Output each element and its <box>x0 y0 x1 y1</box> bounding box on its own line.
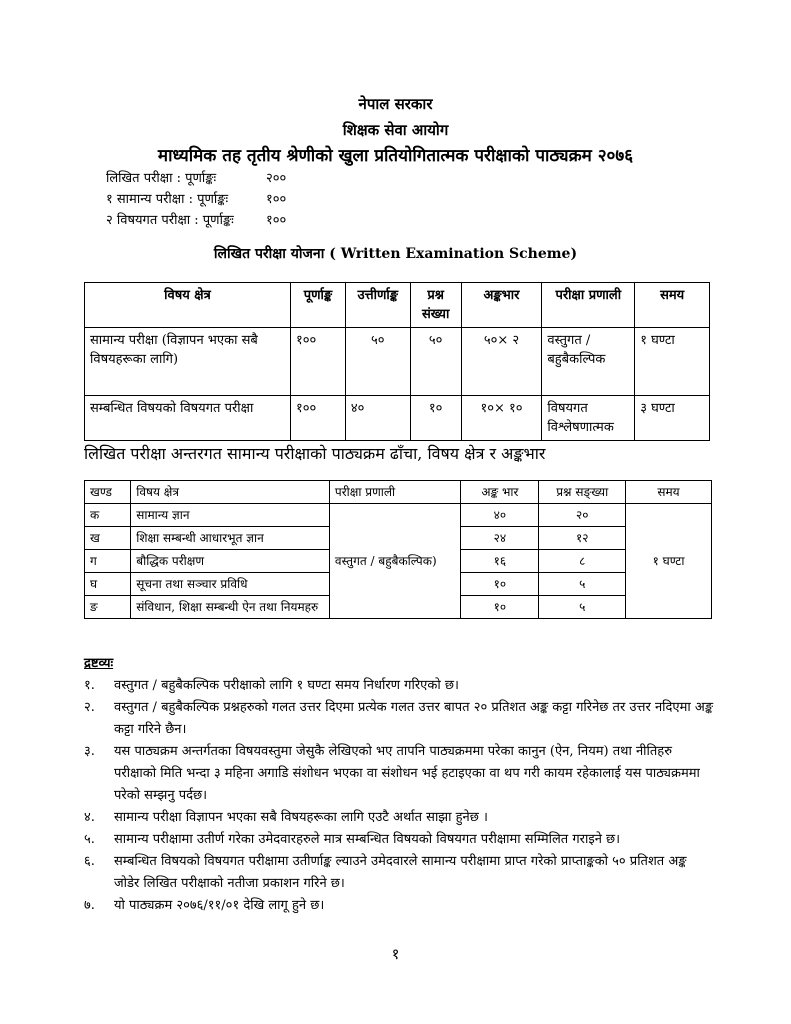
time-cell: १ घण्टा <box>626 504 712 619</box>
header-commission: शिक्षक सेवा आयोग <box>342 121 449 139</box>
list-item: १. वस्तुगत / बहुबैकल्पिक परीक्षाको लागि १ घण्टा समय निर्धारण गरिएको छ। <box>84 678 459 693</box>
col-header: प्रश्न सङ्ख्या <box>539 481 626 504</box>
col-header: खण्ड <box>85 481 131 504</box>
exam-scheme-table <box>84 282 710 441</box>
col-header: पूर्णाङ्क <box>290 283 345 328</box>
header-government: नेपाल सरकार <box>358 95 433 113</box>
scheme-title: लिखित परीक्षा योजना ( Written Examination Scheme) <box>213 246 578 262</box>
col-header: समय <box>635 283 710 328</box>
table-header-row <box>85 481 712 504</box>
marks-summary <box>106 168 286 231</box>
list-item: ४. सामान्य परीक्षा विज्ञापन भएका सबै विषयहरूका लागि एउटै अर्थात साझा हुनेछ । <box>84 810 488 825</box>
table-row: क सामान्य ज्ञान वस्तुगत / बहुबैकल्पिक) ४० २० १ घण्टा <box>85 504 712 527</box>
list-item: ३. यस पाठ्यक्रम अन्तर्गतका विषयवस्तुमा जेसुकै लेखिएको भए तापनि पाठ्यक्रममा परेका कानुन (ऐन, नियम) तथा नीतिहरु परीक्षाको मिति भन्दा ३ महिना अगाडि संशोधन भएका वा संशोधन भई हटाइएका वा थप गरी कायम रहेकालाई यस पाठ्यक्रममा परेको सम्झनु पर्दछ। <box>84 744 700 803</box>
list-item: ७. यो पाठ्यक्रम २०७६/११/०१ देखि लागू हुने छ। <box>84 898 325 913</box>
page-number: १ <box>391 945 400 963</box>
col-header: उत्तीर्णाङ्क <box>345 283 410 328</box>
col-header: अङ्कभार <box>461 283 542 328</box>
table-row: सम्बन्धित विषयको विषयगत परीक्षा १०० ४० १० १०× १० विषयगत विश्लेषणात्मक ३ घण्टा <box>85 396 710 441</box>
marks-row: लिखित परीक्षा : पूर्णाङ्कः २०० <box>106 171 287 186</box>
page-title: माध्यमिक तह तृतीय श्रेणीको खुला प्रतियोगितात्मक परीक्षाको पाठ्यक्रम २०७६ <box>157 146 634 166</box>
col-header: अङ्क भार <box>461 481 539 504</box>
table-row: ङ संविधान, शिक्षा सम्बन्धी ऐन तथा नियमहरु १० ५ <box>85 596 712 619</box>
col-header: विषय क्षेत्र <box>85 283 291 328</box>
list-item: ५. सामान्य परीक्षामा उतीर्ण गरेका उमेदवारहरुले मात्र सम्बन्धित विषयको विषयगत परीक्षामा सम्मिलित गराइने छ। <box>84 832 621 847</box>
notes-section <box>84 653 714 917</box>
marks-row: १ सामान्य परीक्षा : पूर्णाङ्कः १०० <box>106 192 287 207</box>
exam-system-cell: वस्तुगत / बहुबैकल्पिक) <box>329 504 460 619</box>
col-header: प्रश्न संख्या <box>410 283 461 328</box>
col-header: समय <box>626 481 712 504</box>
col-header: परीक्षा प्रणाली <box>329 481 460 504</box>
marks-row: २ विषयगत परीक्षा : पूर्णाङ्कः १०० <box>106 213 287 228</box>
list-item: ६. सम्बन्धित विषयको विषयगत परीक्षामा उतीर्णाङ्क ल्याउने उमेदवारले सामान्य परीक्षामा प्राप्त गरेको प्राप्ताङ्कको ५० प्रतिशत अङ्क जोडेर लिखित परीक्षाको नतीजा प्रकाशन गरिने छ। <box>84 854 687 891</box>
col-header: विषय क्षेत्र <box>131 481 330 504</box>
notes-heading: द्रष्टव्यः <box>84 656 114 671</box>
list-item: २. वस्तुगत / बहुबैकल्पिक प्रश्नहरुको गलत उत्तर दिएमा प्रत्येक गलत उत्तर बापत २० प्रतिशत अङ्क कट्टा गरिनेछ तर उत्तर नदिएमा अङ्क कट्टा गरिने छैन। <box>84 700 714 737</box>
table-row: ख शिक्षा सम्बन्धी आधारभूत ज्ञान २४ १२ <box>85 527 712 550</box>
general-exam-table <box>84 480 712 619</box>
table-header-row <box>85 283 710 328</box>
section-title: लिखित परीक्षा अन्तरगत सामान्य परीक्षाको पाठ्यक्रम ढाँचा, विषय क्षेत्र र अङ्कभार <box>84 444 546 463</box>
table-row: घ सूचना तथा सञ्चार प्रविधि १० ५ <box>85 573 712 596</box>
col-header: परीक्षा प्रणाली <box>542 283 635 328</box>
table-row: ग बौद्धिक परीक्षण १६ ८ <box>85 550 712 573</box>
table-row: सामान्य परीक्षा (विज्ञापन भएका सबै विषयहरूका लागि) १०० ५० ५० ५०× २ वस्तुगत / बहुबैकल्पिक १ घण्टा <box>85 328 710 396</box>
